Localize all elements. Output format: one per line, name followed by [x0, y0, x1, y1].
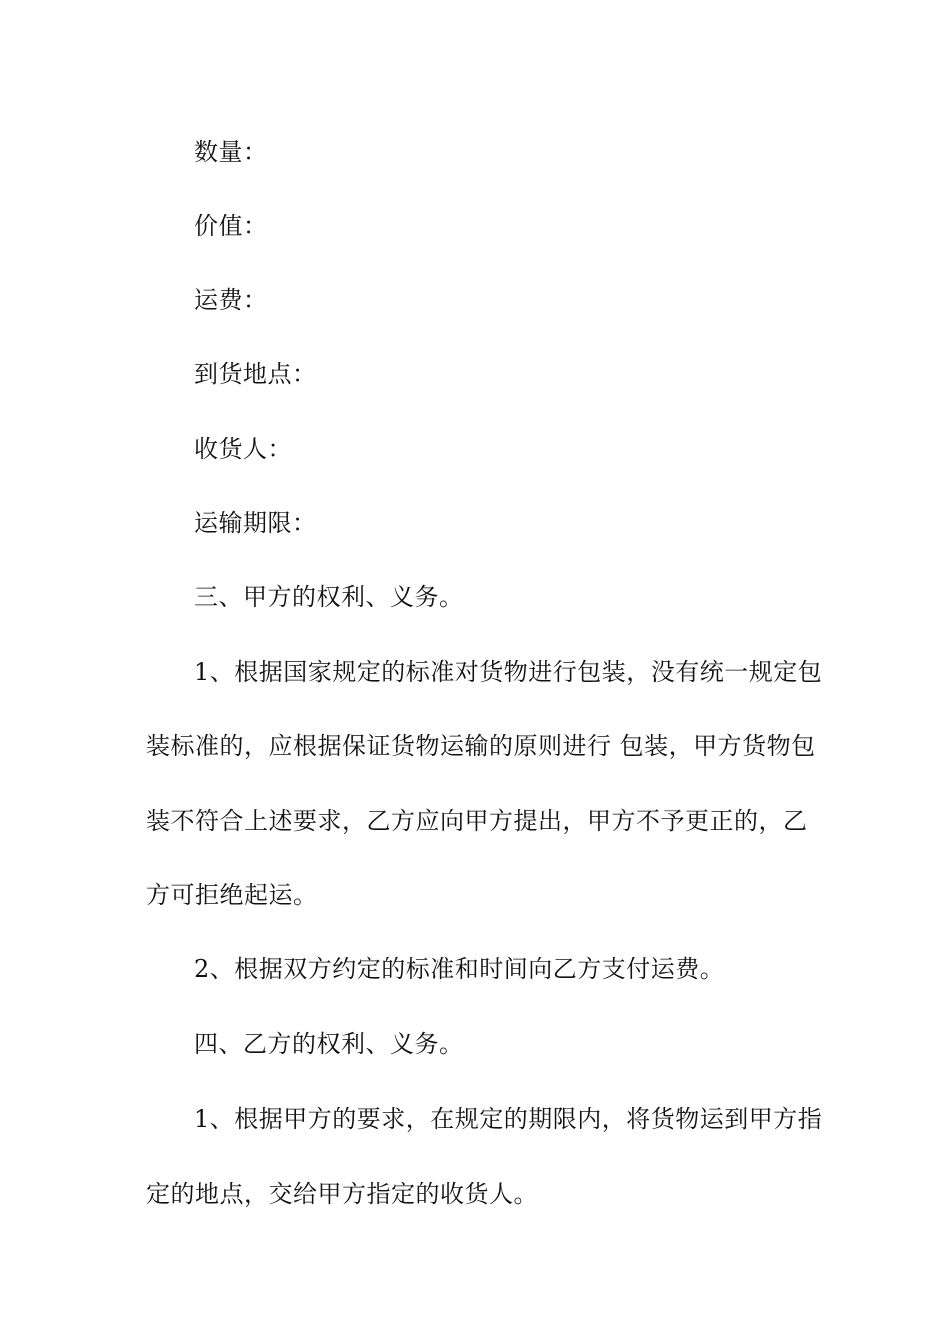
- section-heading-party-a: 三、甲方的权利、义务。: [194, 583, 464, 611]
- paragraph-line: 1、根据甲方的要求，在规定的期限内，将货物运到甲方指: [194, 1105, 823, 1133]
- section-heading-party-b: 四、乙方的权利、义务。: [194, 1030, 464, 1058]
- paragraph-line: 装标准的，应根据保证货物运输的原则进行 包装，甲方货物包: [146, 732, 816, 760]
- paragraph-line: 1、根据国家规定的标准对货物进行包装，没有统一规定包: [194, 658, 823, 686]
- field-quantity: 数量：: [194, 138, 268, 166]
- paragraph-line: 装不符合上述要求，乙方应向甲方提出，甲方不予更正的，乙: [146, 807, 808, 835]
- field-destination: 到货地点：: [194, 360, 317, 388]
- field-consignee: 收货人：: [194, 435, 292, 463]
- paragraph-line: 2、根据双方约定的标准和时间向乙方支付运费。: [194, 955, 725, 983]
- field-freight: 运费：: [194, 286, 268, 314]
- field-transport-period: 运输期限：: [194, 509, 317, 537]
- paragraph-line: 方可拒绝起运。: [146, 881, 318, 909]
- paragraph-line: 定的地点，交给甲方指定的收货人。: [146, 1180, 538, 1208]
- field-value: 价值：: [194, 212, 268, 240]
